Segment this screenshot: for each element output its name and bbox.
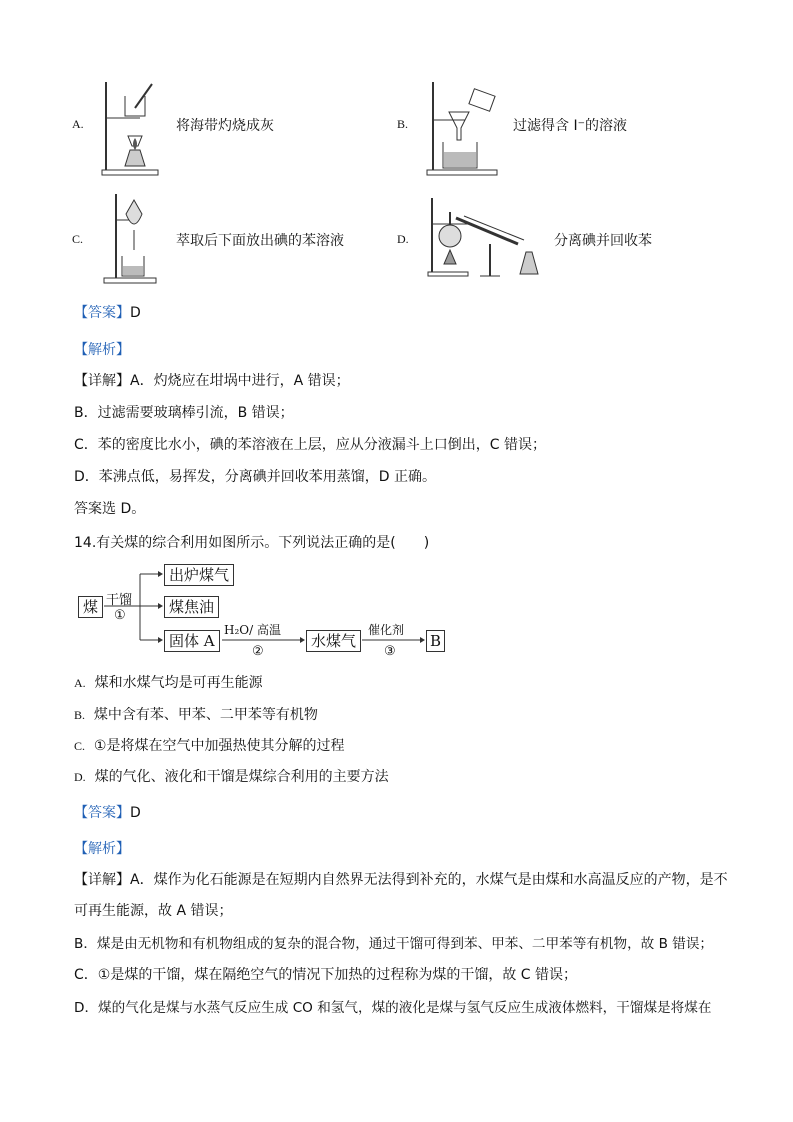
option-text: 分离碘并回收苯 [554,233,652,249]
step2-label: ② [252,644,264,659]
q13-explain-line: D．苯沸点低，易挥发，分离碘并回收苯用蒸馏，D 正确。 [74,469,437,485]
option-letter: C. [74,739,86,753]
option-text: 煤的气化、液化和干馏是煤综合利用的主要方法 [94,769,389,785]
option-text: 煤和水煤气均是可再生能源 [94,675,263,691]
answer-tag: 【答案】 [74,305,130,321]
q14-option-a [74,672,263,692]
q14-explain-line: B．煤是由无机物和有机物组成的复杂的混合物，通过干馏可得到苯、甲苯、二甲苯等有机物，故 B 错误； [74,936,714,952]
step1-label: ① [114,608,126,623]
step3-label: ③ [384,644,396,659]
q14-analysis-tag: 【解析】 [74,841,130,857]
catalyst-label: 催化剂 [368,623,405,637]
option-text: ①是将煤在空气中加强热使其分解的过程 [93,738,345,754]
option-letter: D. [397,232,409,246]
detail-tag: 【详解】 [74,872,130,888]
q14-explain-line: 可再生能源，故 A 错误； [74,903,233,919]
option-letter: B. [397,117,409,131]
option-letter: B. [74,708,86,722]
q13-analysis-tag: 【解析】 [74,342,130,358]
coal-box: 煤 [78,596,103,618]
q14-option-c [74,735,344,755]
option-text: 萃取后下面放出碘的苯溶液 [176,233,344,249]
q14-stem: 14.有关煤的综合利用如图所示。下列说法正确的是( ) [74,535,430,551]
furnace-gas-box: 出炉煤气 [164,564,234,586]
water-gas-box: 水煤气 [306,630,361,652]
condition2-label: H₂O/ 高温 [224,623,281,637]
product-b-box: B [426,630,445,652]
explain-text: A．煤作为化石能源是在短期内自然界无法得到补充的，水煤气是由煤和水高温反应的产物，是不 [130,872,728,888]
q14-answer [74,802,141,822]
q13-explain-line: 答案选 D。 [74,501,146,517]
option-letter: A. [74,676,86,690]
q14-explain-line [74,869,728,889]
option-letter: A. [72,117,84,131]
q14-explain-line: D．煤的气化是煤与水蒸气反应生成 CO 和氢气，煤的液化是煤与氢气反应生成液体燃料，干馏煤是将煤在 [74,1000,712,1016]
answer-value: D [130,805,141,821]
q14-explain-line: C．①是煤的干馏，煤在隔绝空气的情况下加热的过程称为煤的干馏，故 C 错误； [74,967,577,983]
coal-tar-box: 煤焦油 [164,596,219,618]
option-text: 煤中含有苯、甲苯、二甲苯等有机物 [93,707,318,723]
option-letter: D. [74,770,86,784]
answer-tag: 【答案】 [74,805,130,821]
option-text: 过滤得含 I⁻的溶液 [513,118,627,134]
solid-a-box: 固体 A [164,630,220,652]
q13-explain-line: B．过滤需要玻璃棒引流，B 错误； [74,405,294,421]
answer-value: D [130,305,141,321]
explain-text: A．灼烧应在坩埚中进行，A 错误； [130,373,350,389]
q13-explain-line: C．苯的密度比水小，碘的苯溶液在上层，应从分液漏斗上口倒出，C 错误； [74,437,546,453]
option-letter: C. [72,232,84,246]
dry-distill-label: 干馏 [106,593,133,608]
option-text: 将海带灼烧成灰 [176,118,274,134]
detail-tag: 【详解】 [74,373,130,389]
q14-option-d [74,766,389,786]
q14-option-b [74,704,318,724]
